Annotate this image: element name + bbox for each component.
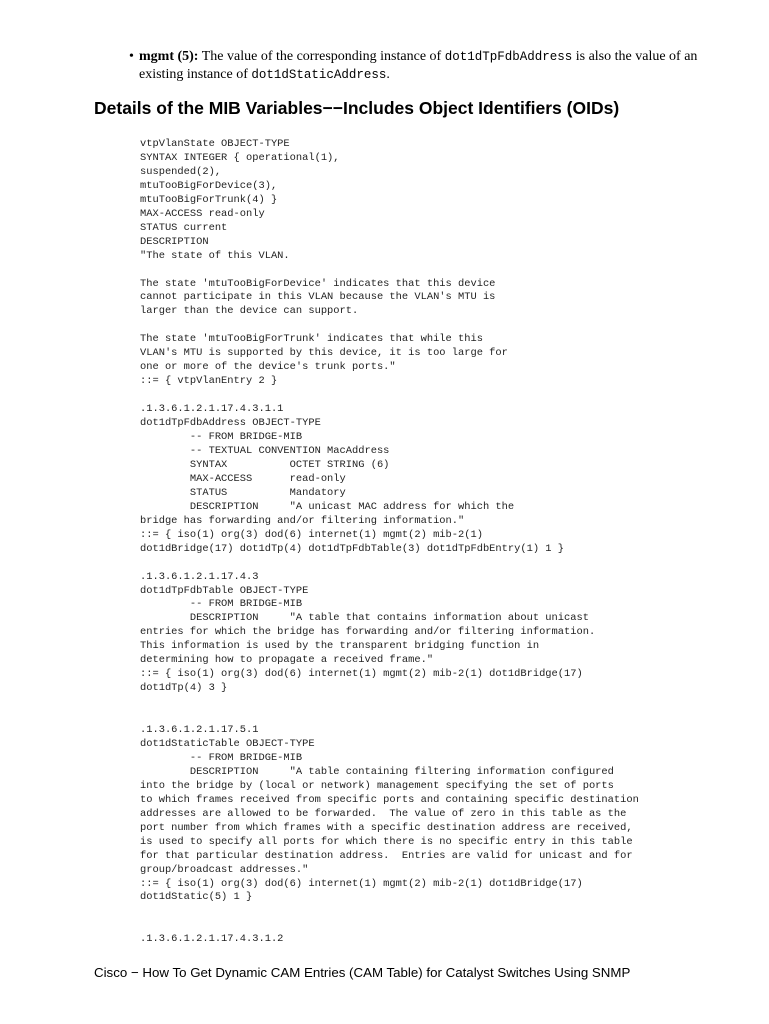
code-line: ::= { iso(1) org(3) dod(6) internet(1) mgmt(2) mib-2(1) dot1dBridge(17) bbox=[140, 877, 583, 890]
code-line: suspended(2), bbox=[140, 165, 222, 178]
code-line: DESCRIPTION "A table that contains information about unicast bbox=[140, 612, 589, 625]
bullet-text-3: . bbox=[386, 67, 390, 82]
code-line: STATUS current bbox=[140, 221, 228, 234]
code-line: -- FROM BRIDGE-MIB bbox=[140, 598, 303, 611]
code-line: .1.3.6.1.2.1.17.4.3.1.2 bbox=[140, 933, 284, 946]
bullet-code-address: dot1dTpFdbAddress bbox=[444, 50, 573, 64]
bullet-text-2: is also the value of an existing instance of bbox=[139, 49, 698, 82]
code-line: dot1dStatic(5) 1 } bbox=[140, 891, 253, 904]
code-line: is used to specify all ports for which there is no specific entry in this table bbox=[140, 835, 633, 848]
bullet-term: mgmt (5): bbox=[139, 49, 199, 64]
code-line: MAX-ACCESS read-only bbox=[140, 472, 346, 485]
code-line: ::= { iso(1) org(3) dod(6) internet(1) mgmt(2) mib-2(1) dot1dBridge(17) bbox=[140, 668, 583, 681]
code-line: larger than the device can support. bbox=[140, 305, 359, 318]
page-footer: Cisco − How To Get Dynamic CAM Entries (CAM Table) for Catalyst Switches Using SNMP bbox=[94, 965, 631, 980]
code-line: VLAN's MTU is supported by this device, it is too large for bbox=[140, 347, 508, 360]
code-line: -- FROM BRIDGE-MIB bbox=[140, 431, 303, 444]
code-line: The state 'mtuTooBigForDevice' indicates that this device bbox=[140, 277, 496, 290]
code-line: STATUS Mandatory bbox=[140, 486, 346, 499]
code-line: .1.3.6.1.2.1.17.5.1 bbox=[140, 724, 259, 737]
code-line: -- TEXTUAL CONVENTION MacAddress bbox=[140, 444, 390, 457]
code-line: into the bridge by (local or network) management specifying the set of ports bbox=[140, 779, 614, 792]
code-line: vtpVlanState OBJECT-TYPE bbox=[140, 138, 290, 150]
code-line: dot1dTpFdbAddress OBJECT-TYPE bbox=[140, 417, 321, 430]
code-line: SYNTAX OCTET STRING (6) bbox=[140, 458, 390, 471]
bullet-line bbox=[129, 48, 729, 84]
bullet-marker: • bbox=[129, 49, 134, 64]
code-line: dot1dTp(4) 3 } bbox=[140, 682, 228, 695]
code-line: The state 'mtuTooBigForTrunk' indicates that while this bbox=[140, 333, 483, 346]
code-line: to which frames received from specific ports and containing specific destination bbox=[140, 793, 639, 806]
code-line: bridge has forwarding and/or filtering information." bbox=[140, 514, 465, 527]
code-line: determining how to propagate a received frame." bbox=[140, 654, 434, 667]
code-line: cannot participate in this VLAN because the VLAN's MTU is bbox=[140, 291, 496, 304]
code-line: MAX-ACCESS read-only bbox=[140, 207, 265, 220]
code-line: ::= { vtpVlanEntry 2 } bbox=[140, 375, 278, 388]
code-line: entries for which the bridge has forwarding and/or filtering information. bbox=[140, 626, 596, 639]
bullet-item-mgmt bbox=[129, 48, 729, 84]
code-line: mtuTooBigForTrunk(4) } bbox=[140, 193, 278, 206]
bullet-text-1: The value of the corresponding instance of bbox=[198, 49, 445, 64]
code-line: DESCRIPTION bbox=[140, 235, 209, 248]
code-line: DESCRIPTION "A table containing filtering information configured bbox=[140, 765, 614, 778]
code-line: ::= { iso(1) org(3) dod(6) internet(1) mgmt(2) mib-2(1) bbox=[140, 528, 483, 541]
code-line: dot1dBridge(17) dot1dTp(4) dot1dTpFdbTable(3) dot1dTpFdbEntry(1) 1 } bbox=[140, 542, 565, 555]
bullet-code-static-address: dot1dStaticAddress bbox=[251, 68, 387, 82]
code-line: one or more of the device's trunk ports." bbox=[140, 361, 396, 374]
code-line: .1.3.6.1.2.1.17.4.3 bbox=[140, 570, 259, 583]
code-line: This information is used by the transparent bridging function in bbox=[140, 640, 540, 653]
code-line: "The state of this VLAN. bbox=[140, 249, 290, 262]
code-line: .1.3.6.1.2.1.17.4.3.1.1 bbox=[140, 403, 284, 416]
code-line: DESCRIPTION "A unicast MAC address for which the bbox=[140, 500, 515, 513]
code-line: for that particular destination address. Entries are valid for unicast and for bbox=[140, 849, 633, 862]
code-line: SYNTAX INTEGER { operational(1), bbox=[140, 151, 340, 164]
code-line: dot1dTpFdbTable OBJECT-TYPE bbox=[140, 584, 309, 597]
code-line: mtuTooBigForDevice(3), bbox=[140, 179, 278, 192]
mib-code-block bbox=[140, 138, 639, 947]
code-line: addresses are allowed to be forwarded. The value of zero in this table as the bbox=[140, 807, 627, 820]
code-line: port number from which frames with a specific destination address are received, bbox=[140, 821, 633, 834]
code-line: group/broadcast addresses." bbox=[140, 863, 309, 876]
code-line: dot1dStaticTable OBJECT-TYPE bbox=[140, 737, 315, 750]
code-line: -- FROM BRIDGE-MIB bbox=[140, 751, 303, 764]
section-heading: Details of the MIB Variables−−Includes Object Identifiers (OIDs) bbox=[94, 98, 620, 118]
